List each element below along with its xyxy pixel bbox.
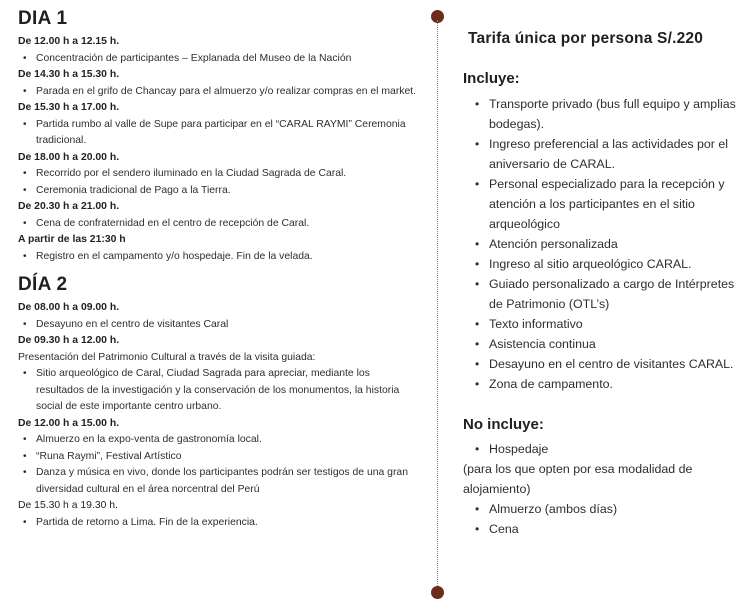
day2-title: DÍA 2 — [18, 274, 68, 295]
not-included-item: • Hospedaje — [463, 439, 745, 459]
time-slot: De 12.00 h a 12.15 h. — [18, 36, 120, 47]
not-included-list — [463, 499, 745, 539]
included-item: • Transporte privado (bus full equipo y amplias bodegas). — [463, 94, 745, 134]
not-included-list — [463, 439, 745, 459]
included-item: • Texto informativo — [463, 314, 745, 334]
day1-title: DIA 1 — [18, 8, 68, 29]
included-item: • Desayuno en el centro de visitantes CARAL. — [463, 354, 745, 374]
itinerary-column — [18, 8, 418, 531]
activity-item: • Partida de retorno a Lima. Fin de la experiencia. — [18, 515, 418, 532]
column-divider — [437, 20, 438, 592]
included-item: • Personal especializado para la recepción y atención a los participantes en el sitio arqueológico — [463, 174, 745, 234]
includes-title: Incluye: — [463, 70, 520, 87]
activity-item: • Almuerzo en la expo-venta de gastronomía local. — [18, 432, 418, 449]
time-slot: De 08.00 h a 09.00 h. — [18, 302, 120, 313]
time-slot: De 09.30 h a 12.00 h. — [18, 335, 120, 346]
included-item: • Atención personalizada — [463, 234, 745, 254]
time-slot: De 12.00 h a 15.00 h. — [18, 417, 120, 429]
activity-list — [18, 51, 418, 68]
divider-bottom-dot — [431, 586, 444, 599]
rate-heading: Tarifa única por persona S/.220 — [468, 30, 704, 47]
activity-item: • Partida rumbo al valle de Supe para participar en el “CARAL RAYMI” Ceremonia tradicional. — [18, 117, 418, 150]
activity-list — [18, 84, 418, 101]
activity-item: • Cena de confraternidad en el centro de recepción de Caral. — [18, 216, 418, 233]
included-item: • Ingreso al sitio arqueológico CARAL. — [463, 254, 745, 274]
day1-schedule — [18, 34, 418, 265]
activity-item: • Sitio arqueológico de Caral, Ciudad Sagrada para apreciar, mediante los resultados de la investigación y la conservación de los monumentos, la historia social de este importante centro urbano. — [18, 366, 418, 416]
activity-item: • “Runa Raymi”, Festival Artístico — [18, 449, 418, 466]
included-item: • Ingreso preferencial a las actividades por el aniversario de CARAL. — [463, 134, 745, 174]
guided-visit-intro: Presentación del Patrimonio Cultural a través de la visita guiada: — [18, 351, 316, 363]
activity-list — [18, 515, 418, 532]
included-item: • Guiado personalizado a cargo de Intérpretes de Patrimonio (OTL’s) — [463, 274, 745, 314]
day2-schedule — [18, 300, 418, 531]
not-included-title: No incluye: — [463, 416, 544, 433]
not-included-note: (para los que opten por esa modalidad de alojamiento) — [463, 462, 693, 496]
time-slot: De 15.30 h a 17.00 h. — [18, 102, 120, 113]
time-slot: De 14.30 h a 15.30 h. — [18, 69, 120, 80]
activity-list — [18, 216, 418, 233]
not-included-item: • Almuerzo (ambos días) — [463, 499, 745, 519]
time-slot: De 15.30 h a 19.30 h. — [18, 500, 118, 511]
activity-list — [18, 117, 418, 150]
activity-item: • Danza y música en vivo, donde los participantes podrán ser testigos de una gran diversidad cultural en el área norcentral del Perú — [18, 465, 418, 498]
activity-list — [18, 432, 418, 498]
included-item: • Zona de campamento. — [463, 374, 745, 394]
activity-item: • Registro en el campamento y/o hospedaje. Fin de la velada. — [18, 249, 418, 266]
activity-item: • Parada en el grifo de Chancay para el almuerzo y/o realizar compras en el market. — [18, 84, 418, 101]
time-slot: De 20.30 h a 21.00 h. — [18, 201, 120, 212]
included-item: • Asistencia continua — [463, 334, 745, 354]
includes-list — [463, 94, 745, 394]
activity-item: • Desayuno en el centro de visitantes Caral — [18, 317, 418, 334]
activity-item: • Recorrido por el sendero iluminado en la Ciudad Sagrada de Caral. — [18, 166, 418, 183]
pricing-column — [463, 30, 745, 539]
activity-item: • Concentración de participantes – Explanada del Museo de la Nación — [18, 51, 418, 68]
not-included-item: • Cena — [463, 519, 745, 539]
activity-item: • Ceremonia tradicional de Pago a la Tierra. — [18, 183, 418, 200]
activity-list — [18, 249, 418, 266]
time-slot: De 18.00 h a 20.00 h. — [18, 151, 120, 163]
activity-list — [18, 317, 418, 334]
activity-list — [18, 166, 418, 199]
time-slot: A partir de las 21:30 h — [18, 234, 126, 245]
activity-list — [18, 366, 418, 416]
